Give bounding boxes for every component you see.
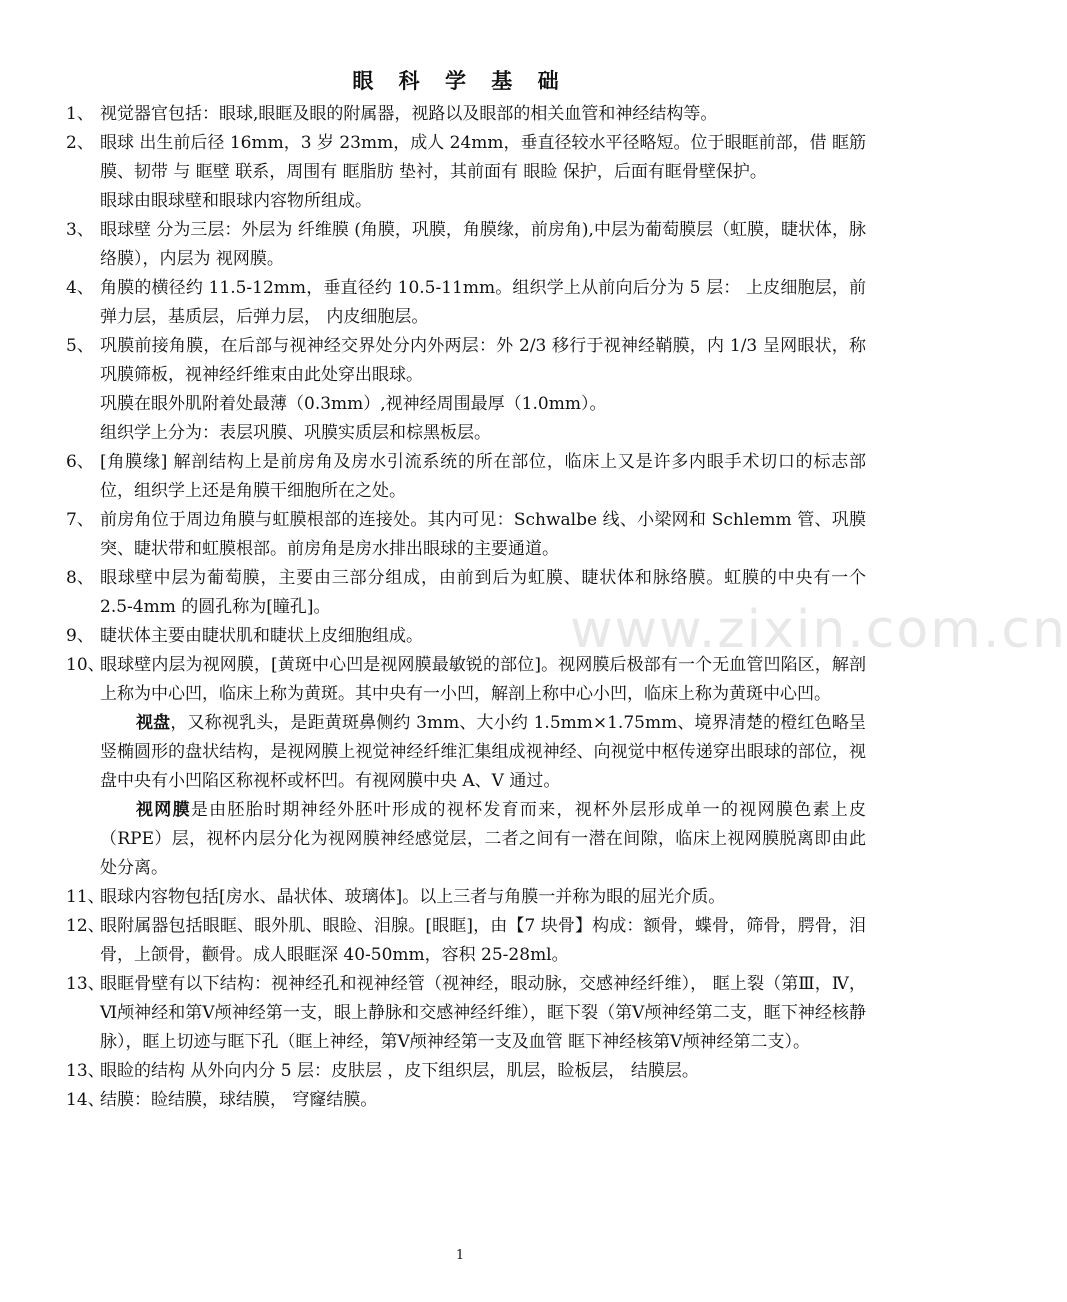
item-text: 眼球 出生前后径 16mm，3 岁 23mm，成人 24mm，垂直径较水平径略短。位于眼眶前部，借 眶筋膜、韧带 与 眶壁 联系，周围有 眶脂肪 垫衬，其前面有 眼睑 保护，后面有眶骨壁保护。	[100, 133, 866, 182]
item-text: 眼球壁 分为三层：外层为 纤维膜 (角膜，巩膜，角膜缘，前房角),中层为葡萄膜层（虹膜，睫状体，脉络膜），内层为 视网膜。	[100, 220, 866, 269]
item-subparagraph: 组织学上分为：表层巩膜、巩膜实质层和棕黑板层。	[100, 423, 491, 443]
item-text: 巩膜前接角膜，在后部与视神经交界处分内外两层：外 2/3 移行于视神经鞘膜，内 1/3 呈网眼状，称巩膜筛板，视神经纤维束由此处穿出眼球。	[100, 336, 866, 385]
optic-disc-paragraph	[66, 709, 866, 796]
list-item	[66, 506, 866, 564]
page-title: 眼 科 学 基 础	[352, 69, 568, 93]
item-text: 眼球壁中层为葡萄膜，主要由三部分组成，由前到后为虹膜、睫状体和脉络膜。虹膜的中央有一个 2.5-4mm 的圆孔称为[瞳孔]。	[100, 568, 866, 617]
list-item	[66, 448, 866, 506]
item-text: 前房角位于周边角膜与虹膜根部的连接处。其内可见：Schwalbe 线、小梁网和 Schlemm 管、巩膜突、睫状带和虹膜根部。前房角是房水排出眼球的主要通道。	[100, 510, 866, 559]
term-optic-disc: 视盘	[136, 713, 171, 733]
item-number: 14、	[66, 1090, 105, 1110]
item-text: 眼眶骨壁有以下结构：视神经孔和视神经管（视神经，眼动脉，交感神经纤维）， 眶上裂（第Ⅲ，Ⅳ，Ⅵ颅神经和第Ⅴ颅神经第一支，眼上静脉和交感神经纤维），眶下裂（第Ⅴ颅神经第二支，眶下神经核静脉），眶上切迹与眶下孔（眶上神经，第Ⅴ颅神经第一支及血管 眶下神经核第Ⅴ颅神经第二支）。	[100, 974, 866, 1052]
item-number: 6、	[66, 452, 94, 472]
list-item	[66, 912, 866, 970]
item-text: 眼附属器包括眼眶、眼外肌、眼睑、泪腺。[眼眶]，由【7 块骨】构成：额骨，蝶骨，筛骨，腭骨，泪骨，上颌骨，颧骨。成人眼眶深 40-50mm，容积 25-28ml。	[100, 916, 866, 965]
page-number: 1	[455, 1248, 465, 1263]
item-number: 13、	[66, 974, 105, 994]
item-text: 眼球内容物包括[房水、晶状体、玻璃体]。以上三者与角膜一并称为眼的屈光介质。	[100, 887, 726, 907]
item-number: 9、	[66, 626, 94, 646]
item-number: 10、	[66, 655, 105, 675]
list-item	[66, 129, 866, 187]
item-number: 11、	[66, 887, 105, 907]
list-item	[66, 883, 866, 912]
watermark: www.zixin.com.cn	[570, 600, 1067, 660]
item-text: [角膜缘] 解剖结构上是前房角及房水引流系统的所在部位，临床上又是许多内眼手术切口的标志部位，组织学上还是角膜干细胞所在之处。	[100, 452, 866, 501]
item-number: 12、	[66, 916, 105, 936]
item-number: 2、	[66, 133, 94, 153]
list-item	[66, 274, 866, 332]
list-item	[66, 970, 866, 1057]
item-text: 视觉器官包括：眼球,眼眶及眼的附属器，视路以及眼部的相关血管和神经结构等。	[100, 104, 718, 124]
item-text: 睫状体主要由睫状肌和睫状上皮细胞组成。	[100, 626, 423, 646]
item-text: 角膜的横径约 11.5-12mm，垂直径约 10.5-11mm。组织学上从前向后分为 5 层： 上皮细胞层，前弹力层，基质层，后弹力层， 内皮细胞层。	[100, 278, 866, 327]
item-number: 13、	[66, 1061, 105, 1081]
list-item	[66, 1057, 866, 1086]
item-text: 眼球壁内层为视网膜，[黄斑中心凹是视网膜最敏锐的部位]。视网膜后极部有一个无血管凹陷区，解剖上称为中心凹，临床上称为黄斑。其中央有一小凹，解剖上称中心小凹，临床上称为黄斑中心凹。	[100, 655, 866, 704]
term-retina: 视网膜	[136, 800, 191, 820]
item-number: 5、	[66, 336, 94, 356]
paragraph-text: 是由胚胎时期神经外胚叶形成的视杯发育而来，视杯外层形成单一的视网膜色素上皮（RPE）层，视杯内层分化为视网膜神经感觉层，二者之间有一潜在间隙，临床上视网膜脱离即由此处分离。	[100, 800, 867, 878]
item-number: 4、	[66, 278, 94, 298]
retina-paragraph	[66, 796, 866, 883]
item-number: 3、	[66, 220, 94, 240]
item-number: 7、	[66, 510, 94, 530]
item-text: 眼睑的结构 从外向内分 5 层：皮肤层 ，皮下组织层，肌层，睑板层， 结膜层。	[100, 1061, 699, 1081]
list-item	[66, 100, 866, 129]
item-number: 8、	[66, 568, 94, 588]
list-item	[66, 332, 866, 390]
item-subparagraph: 巩膜在眼外肌附着处最薄（0.3mm）,视神经周围最厚（1.0mm）。	[100, 394, 607, 414]
list-item	[66, 216, 866, 274]
item-subparagraph: 眼球由眼球壁和眼球内容物所组成。	[100, 191, 372, 211]
paragraph-text: ，又称视乳头，是距黄斑鼻侧约 3mm、大小约 1.5mm×1.75mm、境界清楚的橙红色略呈竖椭圆形的盘状结构，是视网膜上视觉神经纤维汇集组成视神经、向视觉中枢传递穿出眼球的部位，视盘中央有小凹陷区称视杯或杯凹。有视网膜中央 A、V 通过。	[100, 713, 866, 791]
list-item	[66, 1086, 866, 1115]
item-number: 1、	[66, 104, 94, 124]
item-text: 结膜：睑结膜，球结膜， 穹窿结膜。	[100, 1090, 378, 1110]
